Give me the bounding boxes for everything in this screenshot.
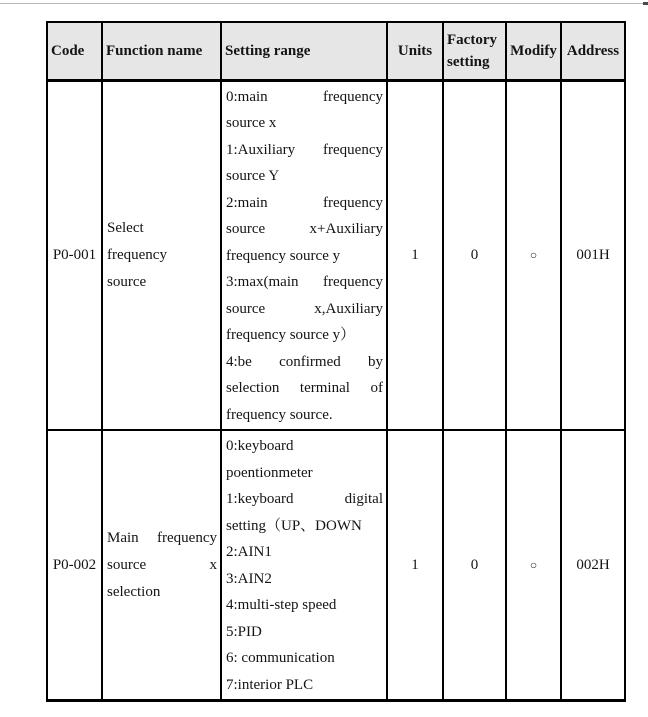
page-top-rule-tip bbox=[643, 2, 648, 5]
text-line: 6: communication bbox=[226, 650, 335, 666]
text-line: source bbox=[107, 273, 147, 290]
text-line: frequency source. bbox=[226, 406, 333, 423]
text-line: 0:keyboard bbox=[226, 438, 294, 454]
cell-units: 1 bbox=[387, 430, 443, 701]
cell-setting-range bbox=[221, 430, 387, 701]
cell-modify: ○ bbox=[506, 80, 561, 430]
text-line: 2:AIN1 bbox=[226, 544, 272, 560]
header-code: Code bbox=[47, 22, 102, 80]
text-line: source x bbox=[226, 115, 277, 131]
text-line: 7:interior PLC bbox=[226, 676, 314, 693]
header-factory-setting: Factory setting bbox=[443, 22, 506, 80]
text-line: frequency bbox=[107, 246, 167, 263]
text-line: source x,Auxiliary bbox=[226, 300, 383, 317]
table-row-p0-002 bbox=[47, 430, 625, 701]
header-address: Address bbox=[561, 22, 625, 80]
text-line: 4:multi-step speed bbox=[226, 597, 337, 613]
cell-modify: ○ bbox=[506, 430, 561, 701]
parameter-table bbox=[46, 21, 626, 702]
cell-setting-range bbox=[221, 80, 387, 430]
text-line: frequency source y） bbox=[226, 327, 356, 343]
text-line: 3:AIN2 bbox=[226, 570, 272, 587]
cell-code: P0-001 bbox=[47, 80, 102, 430]
text-line: 3:max(main frequency bbox=[226, 274, 383, 290]
text-line: frequency source y bbox=[226, 247, 341, 264]
text-line: poentionmeter bbox=[226, 464, 313, 481]
text-line: 0:main frequency bbox=[226, 88, 383, 105]
text-line: source x+Auxiliary bbox=[226, 221, 383, 237]
cell-code: P0-002 bbox=[47, 430, 102, 701]
header-units: Units bbox=[387, 22, 443, 80]
text-line: Main frequency bbox=[107, 529, 217, 546]
text-line: Select bbox=[107, 219, 144, 236]
table-header-row bbox=[47, 22, 625, 80]
text-line: 1:keyboard digital bbox=[226, 491, 383, 507]
text-line: 4:be confirmed by bbox=[226, 353, 383, 370]
text-line: selection bbox=[107, 583, 161, 600]
header-setting-range: Setting range bbox=[221, 22, 387, 80]
cell-address: 001H bbox=[561, 80, 625, 430]
header-function-name: Function name bbox=[102, 22, 221, 80]
cell-function-name bbox=[102, 430, 221, 701]
text-line: 2:main frequency bbox=[226, 194, 383, 211]
text-line: source x bbox=[107, 556, 217, 573]
cell-function-name bbox=[102, 80, 221, 430]
cell-address: 002H bbox=[561, 430, 625, 701]
cell-factory-setting: 0 bbox=[443, 80, 506, 430]
cell-factory-setting: 0 bbox=[443, 430, 506, 701]
table-row-p0-001 bbox=[47, 80, 625, 430]
text-line: selection terminal of bbox=[226, 380, 383, 396]
text-line: setting（UP、DOWN bbox=[226, 517, 362, 534]
text-line: 5:PID bbox=[226, 623, 262, 640]
text-line: 1:Auxiliary frequency bbox=[226, 141, 383, 158]
page-top-rule bbox=[0, 3, 648, 4]
text-line: source Y bbox=[226, 168, 280, 184]
cell-units: 1 bbox=[387, 80, 443, 430]
header-modify: Modify bbox=[506, 22, 561, 80]
